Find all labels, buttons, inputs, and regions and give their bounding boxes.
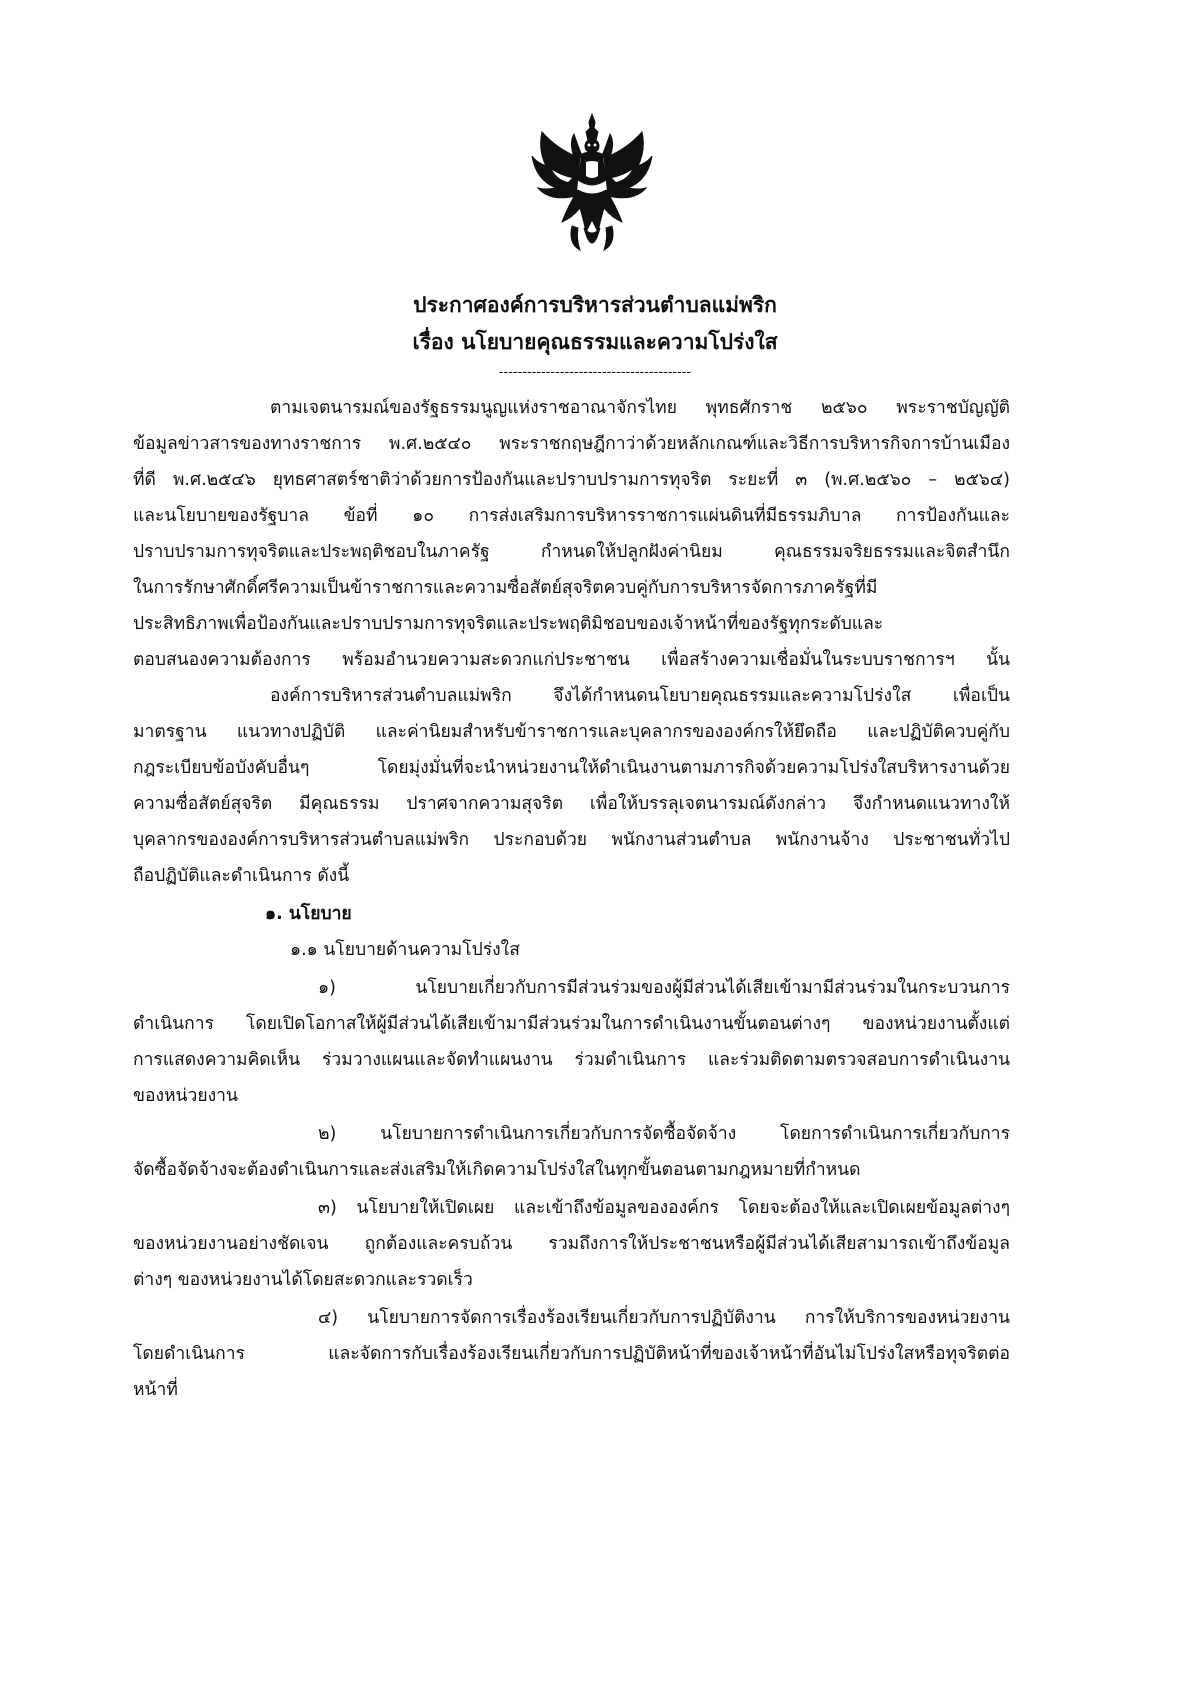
policy-item-line: โดยดำเนินการ และจัดการกับเรื่องร้องเรียนเกี่ยวกับการปฏิบัติหน้าที่ของเจ้าหน้าที่อันไม่โปร่งใสหรือทุจริตต่อ: [133, 1344, 1010, 1364]
policy-item-line: ๓) นโยบายให้เปิดเผย และเข้าถึงข้อมูลขององค์กร โดยจะต้องให้และเปิดเผยข้อมูลต่างๆ: [318, 1198, 1010, 1218]
paragraph-line: ตามเจตนารมณ์ของรัฐธรรมนูญแห่งราชอาณาจักรไทย พุทธศักราช ๒๕๖๐ พระราชบัญญัติ: [270, 398, 1010, 418]
title-separator: -----------------------------------------: [498, 365, 692, 380]
paragraph-line: ประสิทธิภาพเพื่อป้องกันและปราบปรามการทุจริตและประพฤติมิชอบของเจ้าหน้าที่ของรัฐทุกระดับและ: [133, 614, 884, 634]
paragraph-line: ที่ดี พ.ศ.๒๕๔๖ ยุทธศาสตร์ชาติว่าด้วยการป้องกันและปราบปรามการทุจริต ระยะที่ ๓ (พ.ศ.๒๕๖๐ – ๒๕๖๔): [133, 470, 1010, 490]
policy-item-line: ของหน่วยงาน: [133, 1086, 238, 1106]
paragraph-line: ข้อมูลข่าวสารของทางราชการ พ.ศ.๒๕๔๐ พระราชกฤษฎีกาว่าด้วยหลักเกณฑ์และวิธีการบริหารกิจการบ้านเมือง: [133, 434, 1010, 454]
document-title: ประกาศองค์การบริหารส่วนตำบลแม่พริก: [413, 293, 777, 317]
policy-item-line: ๑) นโยบายเกี่ยวกับการมีส่วนร่วมของผู้มีส่วนได้เสียเข้ามามีส่วนร่วมในกระบวนการ: [318, 978, 1010, 998]
policy-item-line: การแสดงความคิดเห็น ร่วมวางแผนและจัดทำแผนงาน ร่วมดำเนินการ และร่วมติดตามตรวจสอบการดำเนินงาน: [133, 1050, 1010, 1070]
paragraph-line: ปราบปรามการทุจริตและประพฤติชอบในภาครัฐ กำหนดให้ปลูกฝังค่านิยม คุณธรรมจริยธรรมและจิตสำนึก: [133, 542, 1010, 562]
policy-item-line: ๒) นโยบายการดำเนินการเกี่ยวกับการจัดซื้อจัดจ้าง โดยการดำเนินการเกี่ยวกับการ: [318, 1124, 1010, 1144]
subsection-heading: ๑.๑ นโยบายด้านความโปร่งใส: [290, 940, 520, 960]
policy-item-line: หน้าที่: [133, 1380, 178, 1400]
paragraph-line: มาตรฐาน แนวทางปฏิบัติ และค่านิยมสำหรับข้าราชการและบุคลากรขององค์กรให้ยึดถือ และปฏิบัติควบคู่กับ: [133, 722, 1010, 742]
policy-item-line: ของหน่วยงานอย่างชัดเจน ถูกต้องและครบถ้วน รวมถึงการให้ประชาชนหรือผู้มีส่วนได้เสียสามารถเข้าถึงข้อมูล: [133, 1234, 1010, 1254]
paragraph-line: กฎระเบียบข้อบังคับอื่นๆ โดยมุ่งมั่นที่จะนำหน่วยงานให้ดำเนินงานตามภารกิจด้วยความโปร่งใสบริหารงานด้วย: [133, 758, 1010, 778]
paragraph-line: ตอบสนองความต้องการ พร้อมอำนวยความสะดวกแก่ประชาชน เพื่อสร้างความเชื่อมั่นในระบบราชการฯ นั้น: [133, 650, 1010, 670]
policy-item-line: ต่างๆ ของหน่วยงานได้โดยสะดวกและรวดเร็ว: [133, 1270, 473, 1290]
document-subject: เรื่อง นโยบายคุณธรรมและความโปร่งใส: [412, 330, 778, 354]
paragraph-line: ในการรักษาศักดิ์ศรีความเป็นข้าราชการและความซื่อสัตย์สุจริตควบคู่กับการบริหารจัดการภาครัฐที่มี: [133, 578, 878, 598]
paragraph-line: ถือปฏิบัติและดำเนินการ ดังนี้: [133, 866, 350, 886]
policy-item-line: จัดซื้อจัดจ้างจะต้องดำเนินการและส่งเสริมให้เกิดความโปร่งใสในทุกขั้นตอนตามกฎหมายที่กำหนด: [133, 1160, 861, 1180]
paragraph-line: องค์การบริหารส่วนตำบลแม่พริก จึงได้กำหนดนโยบายคุณธรรมและความโปร่งใส เพื่อเป็น: [270, 686, 1010, 706]
policy-item-line: ดำเนินการ โดยเปิดโอกาสให้ผู้มีส่วนได้เสียเข้ามามีส่วนร่วมในการดำเนินงานขั้นตอนต่างๆ ของหน่วยงานตั้งแต่: [133, 1014, 1010, 1034]
section-heading: ๑. นโยบาย: [265, 904, 352, 924]
paragraph-line: และนโยบายของรัฐบาล ข้อที่ ๑๐ การส่งเสริมการบริหารราชการแผ่นดินที่มีธรรมภิบาล การป้องกันและ: [133, 506, 1010, 526]
garuda-emblem-icon: [528, 110, 656, 260]
paragraph-line: บุคลากรขององค์การบริหารส่วนตำบลแม่พริก ประกอบด้วย พนักงานส่วนตำบล พนักงานจ้าง ประชาชนทั่วไป: [133, 830, 1010, 850]
paragraph-line: ความซื่อสัตย์สุจริต มีคุณธรรม ปราศจากความสุจริต เพื่อให้บรรลุเจตนารมณ์ดังกล่าว จึงกำหนดแนวทางให้: [133, 794, 1010, 814]
policy-item-line: ๔) นโยบายการจัดการเรื่องร้องเรียนเกี่ยวกับการปฏิบัติงาน การให้บริการของหน่วยงาน: [318, 1308, 1010, 1328]
